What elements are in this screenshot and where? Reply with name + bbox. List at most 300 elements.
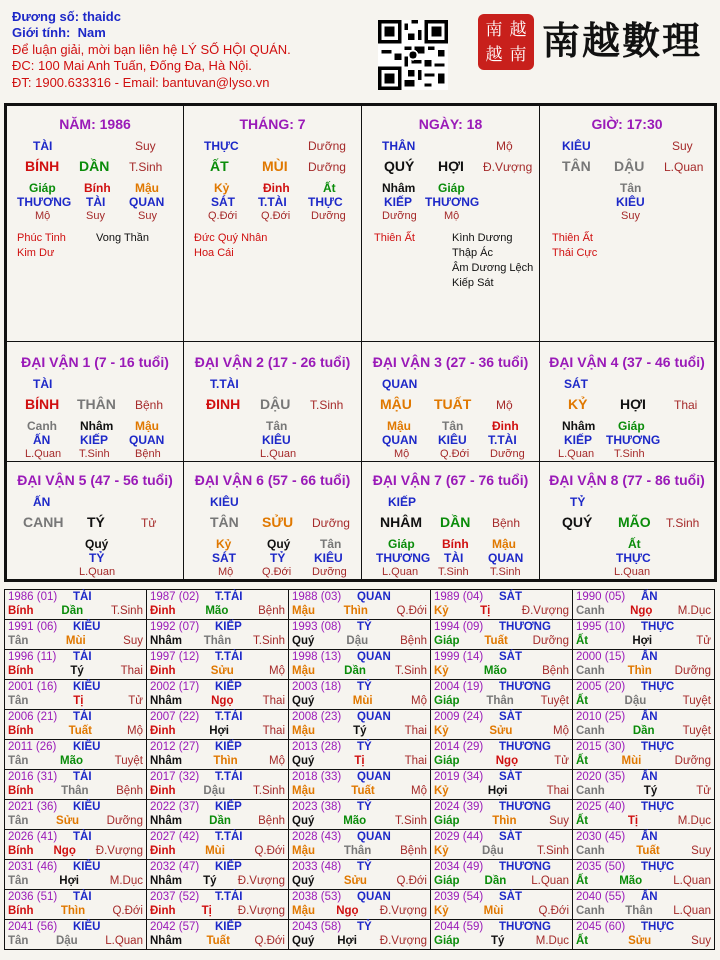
year-label: 2024 (39)	[434, 801, 484, 813]
year-branch: Thìn	[60, 905, 86, 917]
year-god: THƯƠNG	[499, 861, 551, 873]
dai-van-god: KIÊU	[210, 495, 239, 509]
year-label: 2014 (29)	[434, 741, 484, 753]
year-stem: Mậu	[292, 665, 315, 677]
pillar-god: THỰC	[204, 139, 239, 153]
address-line: ĐC: 100 Mai Anh Tuấn, Đống Đa, Hà Nội.	[12, 58, 252, 74]
hidden-state: L.Quan	[25, 448, 62, 460]
year-cell	[5, 710, 147, 740]
hidden-stem: Mậu	[492, 537, 516, 551]
hidden-stem: Tân	[442, 419, 464, 433]
hidden-god: QUAN	[382, 433, 418, 447]
year-stem: Tân	[8, 935, 29, 947]
year-cell	[147, 740, 289, 770]
year-stem: Kỷ	[434, 785, 449, 797]
year-stem: Mậu	[292, 605, 315, 617]
year-branch: Thân	[203, 635, 232, 647]
year-label: 2015 (30)	[576, 741, 626, 753]
year-god: KIÊU	[73, 801, 101, 813]
year-stem: Nhâm	[150, 635, 182, 647]
dai-van-life: Mộ	[496, 398, 513, 412]
year-label: 2036 (51)	[8, 891, 58, 903]
year-branch: Tý	[70, 665, 84, 677]
hidden-god: KIÊU	[262, 433, 291, 447]
star: Kim Dư	[17, 247, 55, 259]
year-branch: Tị	[354, 755, 365, 767]
hidden-stem: Nhâm	[80, 419, 114, 433]
hidden-god: THỰC	[616, 551, 651, 565]
dai-van-god: SÁT	[564, 377, 588, 391]
year-branch: Thìn	[492, 815, 517, 827]
year-label: 1992 (07)	[150, 621, 200, 633]
star: Hoa Cái	[194, 247, 234, 259]
year-cell	[147, 680, 289, 710]
year-god: KIẾP	[215, 681, 242, 693]
year-god: TÀI	[73, 891, 92, 903]
hidden-state: Mộ	[444, 210, 460, 222]
pillar-god: TÀI	[33, 139, 53, 153]
year-god: SÁT	[499, 831, 522, 843]
pillar-god: THÂN	[382, 139, 416, 153]
year-branch: Tuất	[484, 635, 508, 647]
year-god: KIẾP	[215, 861, 242, 873]
year-stem: Giáp	[434, 635, 460, 647]
year-stem: Ất	[576, 635, 589, 647]
hidden-stem: Nhâm	[562, 419, 596, 433]
year-branch: Tị	[73, 695, 84, 707]
year-cell	[289, 740, 431, 770]
year-stem: Bính	[8, 785, 34, 797]
hidden-stem: Bính	[442, 537, 469, 551]
year-label: 2027 (42)	[150, 831, 200, 843]
year-cell	[5, 920, 147, 950]
year-god: THƯƠNG	[499, 681, 551, 693]
dai-van-branch: TUẤT	[434, 396, 472, 412]
pillar-title: THÁNG: 7	[239, 116, 306, 132]
year-life-stage: Mộ	[411, 695, 427, 707]
year-branch: Mùi	[621, 755, 642, 767]
dai-van-stem: TÂN	[210, 514, 239, 530]
year-cell	[573, 830, 715, 860]
dai-van-god: T.TÀI	[210, 377, 239, 391]
hidden-state: Dưỡng	[311, 210, 346, 222]
year-stem: Quý	[292, 755, 315, 767]
dai-van-title: ĐẠI VẬN 3 (27 - 36 tuổi)	[372, 354, 529, 370]
dai-van-life: Tử	[141, 516, 157, 530]
hidden-stem: Giáp	[438, 181, 465, 195]
dai-van-title: ĐẠI VẬN 2 (17 - 26 tuổi)	[194, 354, 351, 370]
year-stem: Quý	[292, 695, 315, 707]
year-stem: Canh	[576, 725, 605, 737]
year-label: 2028 (43)	[292, 831, 342, 843]
hidden-god: KIẾP	[80, 433, 109, 447]
year-label: 2035 (50)	[576, 861, 626, 873]
year-stem: Nhâm	[150, 935, 182, 947]
year-stem: Mậu	[292, 785, 315, 797]
pillar-branch: DẬU	[614, 158, 645, 174]
year-label: 1995 (10)	[576, 621, 626, 633]
year-stem: Bính	[8, 845, 34, 857]
year-row	[5, 740, 715, 770]
phone-email-line: ĐT: 1900.633316 - Email: bantuvan@lyso.vn	[12, 74, 270, 90]
pillar-day	[361, 105, 540, 342]
dai-van-branch: THÂN	[77, 396, 116, 412]
year-cell	[147, 860, 289, 890]
hidden-god: SÁT	[211, 195, 235, 209]
dai-van-title: ĐẠI VẬN 1 (7 - 16 tuổi)	[21, 354, 169, 370]
year-row	[5, 590, 715, 620]
year-stem: Quý	[292, 875, 315, 887]
year-cell	[5, 800, 147, 830]
year-branch: Ngọ	[53, 845, 76, 857]
year-life-stage: Tử	[554, 755, 569, 767]
year-life-stage: M.Dục	[535, 935, 569, 947]
year-life-stage: M.Dục	[677, 815, 711, 827]
hidden-state: Suy	[621, 210, 640, 222]
year-stem: Đinh	[150, 665, 176, 677]
pillar-hour	[539, 105, 715, 342]
year-god: THỰC	[641, 621, 675, 633]
year-god: QUAN	[357, 831, 391, 843]
year-label: 2013 (28)	[292, 741, 342, 753]
year-cell	[147, 650, 289, 680]
year-god: T.TÀI	[215, 591, 243, 603]
year-label: 1986 (01)	[8, 591, 58, 603]
dai-van-1	[6, 341, 184, 462]
year-life-stage: Mộ	[269, 755, 285, 767]
year-god: T.TÀI	[215, 771, 243, 783]
year-god: ẤN	[641, 711, 658, 723]
year-branch: Dần	[344, 665, 366, 677]
year-stem: Canh	[576, 905, 605, 917]
year-god: THỰC	[641, 861, 675, 873]
year-branch: Hợi	[337, 935, 357, 947]
year-cell	[431, 590, 573, 620]
year-branch: Tuất	[351, 785, 375, 797]
year-life-stage: Bệnh	[258, 815, 285, 827]
hidden-stem: Nhâm	[382, 181, 416, 195]
year-branch: Mão	[205, 605, 229, 617]
year-label: 2037 (52)	[150, 891, 200, 903]
year-row	[5, 920, 715, 950]
hidden-stem: Tân	[266, 419, 288, 433]
year-label: 2011 (26)	[8, 741, 57, 753]
star: Vong Thần	[96, 232, 150, 244]
year-label: 2008 (23)	[292, 711, 342, 723]
year-row	[5, 860, 715, 890]
year-label: 2041 (56)	[8, 921, 58, 933]
year-stem: Đinh	[150, 725, 176, 737]
year-life-stage: M.Dục	[677, 605, 711, 617]
year-label: 1987 (02)	[150, 591, 200, 603]
year-life-stage: L.Quan	[531, 875, 569, 887]
year-row	[5, 770, 715, 800]
year-branch: Ngọ	[211, 695, 234, 707]
year-branch: Sửu	[56, 815, 80, 827]
year-cell	[289, 920, 431, 950]
dai-van-4	[539, 341, 715, 462]
year-label: 2006 (21)	[8, 711, 58, 723]
year-god: TÀI	[73, 651, 92, 663]
year-cell	[147, 920, 289, 950]
year-cell	[431, 740, 573, 770]
year-life-stage: T.Sinh	[395, 815, 427, 827]
hidden-god: ẤN	[33, 433, 51, 447]
year-branch: Mão	[483, 665, 507, 677]
hidden-god: QUAN	[129, 195, 165, 209]
year-row	[5, 650, 715, 680]
year-life-stage: T.Sinh	[253, 635, 285, 647]
year-cell	[5, 860, 147, 890]
year-life-stage: Mộ	[553, 725, 569, 737]
year-god: ẤN	[641, 771, 658, 783]
hidden-stem: Giáp	[29, 181, 56, 195]
dai-van-god: TỶ	[570, 495, 586, 509]
year-stem: Giáp	[434, 815, 460, 827]
year-life-stage: Thai	[262, 725, 285, 737]
year-branch: Tị	[480, 605, 491, 617]
year-god: QUAN	[357, 711, 391, 723]
year-stem: Đinh	[150, 785, 176, 797]
pillar-branch: HỢI	[438, 158, 464, 174]
year-life-stage: Mộ	[411, 785, 427, 797]
hidden-god: KIẾP	[384, 195, 413, 209]
year-label: 2045 (60)	[576, 921, 626, 933]
year-life-stage: Dưỡng	[106, 815, 143, 827]
year-label: 1997 (12)	[150, 651, 200, 663]
year-life-stage: T.Sinh	[395, 665, 427, 677]
year-stem: Ất	[576, 935, 589, 947]
dai-van-branch: DẦN	[440, 514, 471, 530]
year-label: 1988 (03)	[292, 591, 342, 603]
year-branch: Tị	[201, 905, 212, 917]
hidden-god: SÁT	[212, 551, 236, 565]
contact-line: Để luận giải, mời bạn liên hệ LÝ SỐ HỘI QUÁN.	[12, 41, 291, 57]
year-cell	[147, 830, 289, 860]
year-god: SÁT	[499, 711, 522, 723]
year-cell	[573, 650, 715, 680]
year-label: 2030 (45)	[576, 831, 626, 843]
star: Kình Dương	[452, 232, 513, 244]
year-row	[5, 680, 715, 710]
dai-van-stem: MẬU	[380, 396, 412, 412]
dai-van-life: T.Sinh	[666, 516, 700, 530]
annual-luck-table	[4, 589, 715, 950]
hidden-state: L.Quan	[260, 448, 297, 460]
qr-code[interactable]	[378, 20, 448, 90]
year-branch: Hợi	[59, 875, 79, 887]
dai-van-stem: BÍNH	[25, 396, 60, 412]
pillar-title: NGÀY: 18	[418, 116, 483, 132]
year-god: ẤN	[641, 831, 658, 843]
year-god: T.TÀI	[215, 831, 243, 843]
year-stem: Bính	[8, 725, 34, 737]
dai-van-life: Bệnh	[135, 398, 164, 412]
year-life-stage: Suy	[549, 815, 569, 827]
year-stem: Tân	[8, 635, 29, 647]
hidden-god: KIÊU	[314, 551, 343, 565]
pillar-life: L.Quan	[664, 160, 704, 174]
year-stem: Kỷ	[434, 665, 449, 677]
year-cell	[289, 890, 431, 920]
hidden-god: TỶ	[270, 551, 286, 565]
year-branch: Mão	[343, 815, 367, 827]
dai-van-8	[539, 461, 715, 580]
year-stem: Ất	[576, 815, 589, 827]
dai-van-stem: KỶ	[568, 396, 588, 412]
year-cell	[431, 800, 573, 830]
year-god: TỶ	[357, 921, 372, 933]
year-life-stage: Tuyệt	[114, 755, 143, 767]
year-stem: Tân	[8, 695, 29, 707]
year-label: 2044 (59)	[434, 921, 484, 933]
year-life-stage: Q.Đới	[396, 605, 427, 617]
year-life-stage: Tuyệt	[682, 725, 711, 737]
year-cell	[431, 890, 573, 920]
year-stem: Giáp	[434, 935, 460, 947]
dai-van-title: ĐẠI VẬN 4 (37 - 46 tuổi)	[549, 354, 705, 370]
year-branch: Tý	[490, 935, 505, 947]
year-god: QUAN	[357, 771, 391, 783]
hidden-stem: Bính	[84, 181, 111, 195]
year-stem: Kỷ	[434, 845, 449, 857]
year-cell	[5, 650, 147, 680]
year-branch: Tuất	[636, 845, 660, 857]
year-cell	[573, 800, 715, 830]
year-label: 1990 (05)	[576, 591, 626, 603]
year-god: QUAN	[357, 651, 391, 663]
year-branch: Tuất	[206, 935, 230, 947]
hidden-god: TÀI	[444, 551, 464, 565]
year-god: THƯƠNG	[499, 741, 551, 753]
year-life-stage: Tử	[696, 785, 711, 797]
year-life-stage: T.Sinh	[111, 605, 143, 617]
pillar-branch: MÙI	[262, 158, 288, 174]
star: Thập Ác	[452, 247, 493, 259]
year-label: 2003 (18)	[292, 681, 342, 693]
year-god: SÁT	[499, 591, 522, 603]
hidden-state: Mộ	[35, 210, 51, 222]
year-cell	[147, 590, 289, 620]
year-branch: Thìn	[343, 605, 368, 617]
dai-van-branch: DẬU	[260, 396, 291, 412]
year-stem: Canh	[576, 785, 605, 797]
star: Phúc Tinh	[17, 232, 66, 244]
hidden-stem: Canh	[27, 419, 57, 433]
hidden-state: Dưỡng	[382, 210, 417, 222]
year-branch: Ngọ	[495, 755, 519, 767]
year-god: TỶ	[357, 861, 372, 873]
year-branch: Dần	[484, 875, 507, 887]
year-branch: Mão	[619, 875, 643, 887]
year-cell	[147, 800, 289, 830]
year-stem: Canh	[576, 605, 605, 617]
year-label: 2000 (15)	[576, 651, 626, 663]
year-god: QUAN	[357, 591, 391, 603]
year-cell	[289, 620, 431, 650]
year-branch: Dậu	[624, 695, 647, 707]
year-branch: Hợi	[632, 635, 653, 647]
year-cell	[147, 890, 289, 920]
year-row	[5, 620, 715, 650]
year-life-stage: Đ.Vượng	[237, 905, 285, 917]
year-life-stage: Tử	[128, 695, 143, 707]
year-god: TỶ	[357, 681, 372, 693]
hidden-god: QUAN	[488, 551, 524, 565]
dai-van-stem: CANH	[23, 514, 64, 530]
year-god: TỶ	[357, 801, 372, 813]
star: Đức Quý Nhân	[194, 232, 268, 244]
year-cell	[289, 830, 431, 860]
year-god: TÀI	[73, 591, 92, 603]
year-life-stage: Đ.Vượng	[379, 935, 427, 947]
pillar-life: Đ.Vượng	[483, 160, 533, 174]
year-life-stage: Bệnh	[542, 665, 569, 677]
year-cell	[431, 650, 573, 680]
year-cell	[289, 590, 431, 620]
hidden-stem: Tân	[620, 181, 642, 195]
year-stem: Nhâm	[150, 875, 182, 887]
year-stem: Ất	[576, 755, 589, 767]
dai-van-god: QUAN	[382, 377, 418, 391]
year-stem: Đinh	[150, 605, 176, 617]
pillar-life: Dưỡng	[308, 160, 346, 174]
hidden-state: T.Sinh	[490, 566, 521, 578]
year-life-stage: Bệnh	[258, 605, 285, 617]
year-life-stage: L.Quan	[673, 905, 711, 917]
year-god: THƯƠNG	[499, 921, 551, 933]
year-branch: Dần	[632, 725, 655, 737]
year-cell	[431, 680, 573, 710]
year-branch: Mão	[60, 755, 84, 767]
year-label: 2025 (40)	[576, 801, 626, 813]
hidden-state: L.Quan	[614, 566, 651, 578]
year-life-stage: Đ.Vượng	[379, 905, 427, 917]
year-life-stage: Q.Đới	[254, 935, 285, 947]
hidden-god: T.TÀI	[258, 195, 287, 209]
header-info	[12, 9, 291, 91]
year-god: KIẾP	[215, 621, 242, 633]
year-stem: Ất	[576, 695, 589, 707]
year-god: THỰC	[641, 921, 675, 933]
year-stem: Canh	[576, 665, 605, 677]
year-life-stage: Thai	[404, 755, 427, 767]
year-life-stage: Suy	[123, 635, 143, 647]
hidden-god: KIÊU	[438, 433, 467, 447]
year-label: 2020 (35)	[576, 771, 626, 783]
year-god: KIÊU	[73, 681, 101, 693]
year-label: 2005 (20)	[576, 681, 626, 693]
hidden-stem: Đinh	[263, 181, 290, 195]
dai-van-title: ĐẠI VẬN 8 (77 - 86 tuổi)	[549, 472, 705, 488]
hidden-state: L.Quan	[79, 566, 116, 578]
year-branch: Hợi	[487, 785, 508, 797]
year-god: ẤN	[641, 591, 658, 603]
year-god: THỰC	[641, 681, 675, 693]
year-god: SÁT	[499, 771, 522, 783]
year-cell	[431, 710, 573, 740]
pillar-stem: ẤT	[210, 158, 229, 174]
year-branch: Ngọ	[336, 905, 359, 917]
hidden-state: Q.Đới	[440, 448, 470, 460]
star: Thiên Ất	[374, 232, 415, 244]
owner-line: Đương số: thaidc	[12, 9, 121, 24]
year-cell	[431, 920, 573, 950]
year-label: 2029 (44)	[434, 831, 484, 843]
year-cell	[289, 800, 431, 830]
year-label: 1993 (08)	[292, 621, 342, 633]
year-branch: Hợi	[209, 725, 229, 737]
